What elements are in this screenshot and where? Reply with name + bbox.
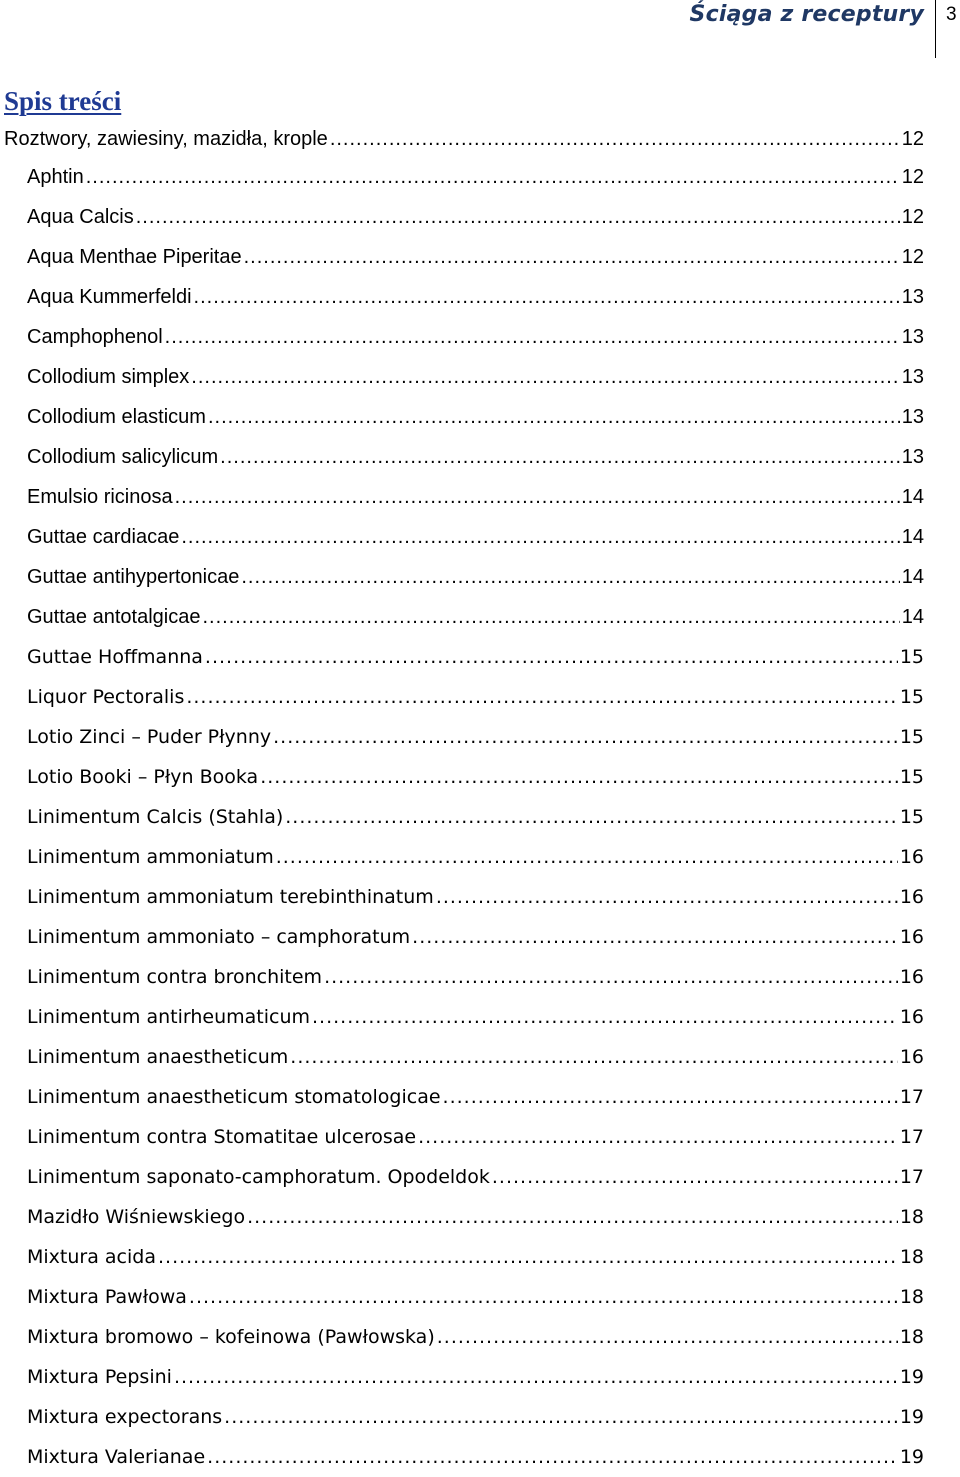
- toc-entry[interactable]: [0, 997, 960, 1037]
- toc-leader-dots: [276, 837, 898, 877]
- toc-leader-dots: [247, 1197, 898, 1237]
- toc-entry-page: 13: [901, 286, 924, 308]
- toc-entry[interactable]: [0, 157, 960, 197]
- toc-leader-dots: [208, 397, 900, 437]
- toc-leader-dots: [260, 757, 898, 797]
- toc-entry-page: 17: [899, 1086, 924, 1108]
- header-title: Ściąga z receptury: [689, 2, 924, 27]
- toc-entry[interactable]: [0, 837, 960, 877]
- toc-entry-label: Mixtura Valerianae: [27, 1446, 206, 1468]
- toc-leader-dots: [181, 517, 899, 557]
- toc-entry[interactable]: [0, 1357, 960, 1397]
- toc-entry-page: 15: [899, 806, 924, 828]
- toc-entry-page: 16: [899, 846, 924, 868]
- toc-leader-dots: [312, 997, 898, 1037]
- toc-entry-label: Linimentum saponato-camphoratum. Opodeldok: [27, 1166, 490, 1188]
- toc-entry[interactable]: [0, 517, 960, 557]
- toc-entry-label: Mixtura bromowo – kofeinowa (Pawłowska): [27, 1326, 435, 1348]
- toc-entry-label: Roztwory, zawiesiny, mazidła, krople: [4, 128, 328, 150]
- toc-entry[interactable]: [0, 597, 960, 637]
- toc-entry[interactable]: [0, 1077, 960, 1117]
- toc-entry-label: Mixtura Pepsini: [27, 1366, 172, 1388]
- toc-leader-dots: [158, 1237, 898, 1277]
- toc-entry-label: Liquor Pectoralis: [27, 686, 185, 708]
- toc-entry[interactable]: [0, 477, 960, 517]
- toc-leader-dots: [244, 237, 900, 277]
- toc-leader-dots: [189, 1277, 898, 1317]
- toc-entry-page: 14: [901, 526, 924, 548]
- toc-entry[interactable]: [0, 1397, 960, 1437]
- toc-entry-label: Guttae antotalgicae: [27, 606, 201, 628]
- toc-entry[interactable]: [0, 237, 960, 277]
- toc-entry-label: Mixtura expectorans: [27, 1406, 223, 1428]
- toc-entry-page: 12: [901, 246, 924, 268]
- toc-entry-page: 14: [901, 606, 924, 628]
- toc-leader-dots: [443, 1077, 898, 1117]
- toc-entry-page: 15: [899, 686, 924, 708]
- toc-entry-page: 18: [899, 1206, 924, 1228]
- toc-entry-label: Linimentum antirheumaticum: [27, 1006, 311, 1028]
- toc-entry-page: 15: [899, 766, 924, 788]
- toc-leader-dots: [86, 157, 900, 197]
- toc-entry[interactable]: [0, 357, 960, 397]
- toc-entry-page: 16: [899, 1046, 924, 1068]
- toc-entry[interactable]: [0, 637, 960, 677]
- toc-entry[interactable]: [0, 1157, 960, 1197]
- toc-entry[interactable]: [0, 397, 960, 437]
- toc-leader-dots: [224, 1397, 898, 1437]
- toc-entry-label: Aqua Kummerfeldi: [27, 286, 192, 308]
- toc-entry[interactable]: [0, 1317, 960, 1357]
- toc-entry-page: 16: [899, 926, 924, 948]
- toc-leader-dots: [412, 917, 898, 957]
- header-divider: [935, 0, 936, 58]
- toc-entry-label: Linimentum anaestheticum stomatologicae: [27, 1086, 441, 1108]
- toc-entry-page: 15: [899, 646, 924, 668]
- toc-leader-dots: [241, 557, 899, 597]
- toc-entry[interactable]: [0, 1277, 960, 1317]
- toc-leader-dots: [418, 1117, 898, 1157]
- toc-entry-label: Mixtura Pawłowa: [27, 1286, 187, 1308]
- toc-entry-label: Linimentum ammoniatum: [27, 846, 274, 868]
- toc-entry-label: Aqua Calcis: [27, 206, 134, 228]
- toc-entry-label: Linimentum ammoniato – camphoratum: [27, 926, 411, 948]
- toc-entry-label: Lotio Zinci – Puder Płynny: [27, 726, 272, 748]
- toc-entry[interactable]: [0, 437, 960, 477]
- toc-entry-page: 13: [901, 326, 924, 348]
- toc-leader-dots: [186, 677, 897, 717]
- toc-entry-label: Collodium elasticum: [27, 406, 206, 428]
- toc-entry-label: Mazidło Wiśniewskiego: [27, 1206, 246, 1228]
- toc-leader-dots: [136, 197, 900, 237]
- toc-leader-dots: [165, 317, 900, 357]
- toc-leader-dots: [330, 119, 900, 159]
- toc-entry[interactable]: [0, 119, 960, 157]
- toc-entry-label: Linimentum contra Stomatitae ulcerosae: [27, 1126, 417, 1148]
- toc-leader-dots: [273, 717, 898, 757]
- toc-entry-page: 19: [899, 1446, 924, 1468]
- toc-entry[interactable]: [0, 557, 960, 597]
- toc-entry[interactable]: [0, 797, 960, 837]
- toc-entry-page: 18: [899, 1326, 924, 1348]
- toc-leader-dots: [324, 957, 898, 997]
- toc-entry-label: Linimentum ammoniatum terebinthinatum: [27, 886, 434, 908]
- toc-entry-page: 14: [901, 566, 924, 588]
- toc-leader-dots: [174, 1357, 898, 1397]
- toc-entry-label: Emulsio ricinosa: [27, 486, 173, 508]
- toc-entry[interactable]: [0, 877, 960, 917]
- toc-entry-page: 16: [899, 966, 924, 988]
- toc-entry-page: 16: [899, 1006, 924, 1028]
- toc-leader-dots: [175, 477, 900, 517]
- toc-entry-page: 12: [901, 128, 924, 150]
- toc-entry[interactable]: [0, 1437, 960, 1477]
- toc-entry-label: Aphtin: [27, 166, 84, 188]
- toc-entry-label: Mixtura acida: [27, 1246, 156, 1268]
- toc-entry[interactable]: [0, 277, 960, 317]
- toc-entry-label: Guttae antihypertonicae: [27, 566, 240, 588]
- toc-entry[interactable]: [0, 317, 960, 357]
- toc-entry-label: Guttae cardiacae: [27, 526, 180, 548]
- toc-entry-page: 19: [899, 1366, 924, 1388]
- toc-leader-dots: [285, 797, 898, 837]
- toc-leader-dots: [220, 437, 900, 477]
- toc-leader-dots: [437, 1317, 898, 1357]
- toc-title: Spis treści: [4, 86, 122, 116]
- toc-entry-label: Lotio Booki – Płyn Booka: [27, 766, 259, 788]
- page-number: 3: [946, 4, 957, 25]
- toc-entry-label: Linimentum anaestheticum: [27, 1046, 289, 1068]
- page-header: [0, 0, 960, 60]
- toc-leader-dots: [202, 597, 899, 637]
- toc-entry-page: 12: [901, 206, 924, 228]
- toc-entry-page: 17: [899, 1166, 924, 1188]
- toc-entry[interactable]: [0, 197, 960, 237]
- toc-entry-page: 14: [901, 486, 924, 508]
- toc-entry-page: 16: [899, 886, 924, 908]
- toc-entry-label: Linimentum contra bronchitem: [27, 966, 323, 988]
- toc-leader-dots: [492, 1157, 898, 1197]
- toc-leader-dots: [194, 277, 900, 317]
- toc-entry-label: Collodium salicylicum: [27, 446, 219, 468]
- toc-entry-label: Aqua Menthae Piperitae: [27, 246, 242, 268]
- toc-entry[interactable]: [0, 1037, 960, 1077]
- toc-entry[interactable]: [0, 1237, 960, 1277]
- toc-entry-label: Guttae Hoffmanna: [27, 646, 203, 668]
- toc-leader-dots: [205, 637, 898, 677]
- toc-leader-dots: [191, 357, 899, 397]
- toc-entry[interactable]: [0, 757, 960, 797]
- toc-entry-label: Camphophenol: [27, 326, 163, 348]
- toc-entry[interactable]: [0, 917, 960, 957]
- toc-entry-label: Linimentum Calcis (Stahla): [27, 806, 284, 828]
- toc-entry-page: 17: [899, 1126, 924, 1148]
- toc-entry[interactable]: [0, 717, 960, 757]
- toc-entry[interactable]: [0, 677, 960, 717]
- toc-entry[interactable]: [0, 1197, 960, 1237]
- toc-leader-dots: [290, 1037, 898, 1077]
- toc-entry-page: 12: [901, 166, 924, 188]
- toc-entry-page: 18: [899, 1286, 924, 1308]
- toc-leader-dots: [436, 877, 898, 917]
- toc-leader-dots: [207, 1437, 898, 1477]
- toc-entry-page: 15: [899, 726, 924, 748]
- toc-entry-page: 13: [901, 406, 924, 428]
- toc-entry-page: 13: [901, 446, 924, 468]
- toc-entry-page: 19: [899, 1406, 924, 1428]
- toc-entry[interactable]: [0, 1117, 960, 1157]
- toc-entry-label: Collodium simplex: [27, 366, 190, 388]
- toc-list: [0, 119, 960, 1477]
- toc-entry-page: 18: [899, 1246, 924, 1268]
- toc-entry[interactable]: [0, 957, 960, 997]
- toc-entry-page: 13: [901, 366, 924, 388]
